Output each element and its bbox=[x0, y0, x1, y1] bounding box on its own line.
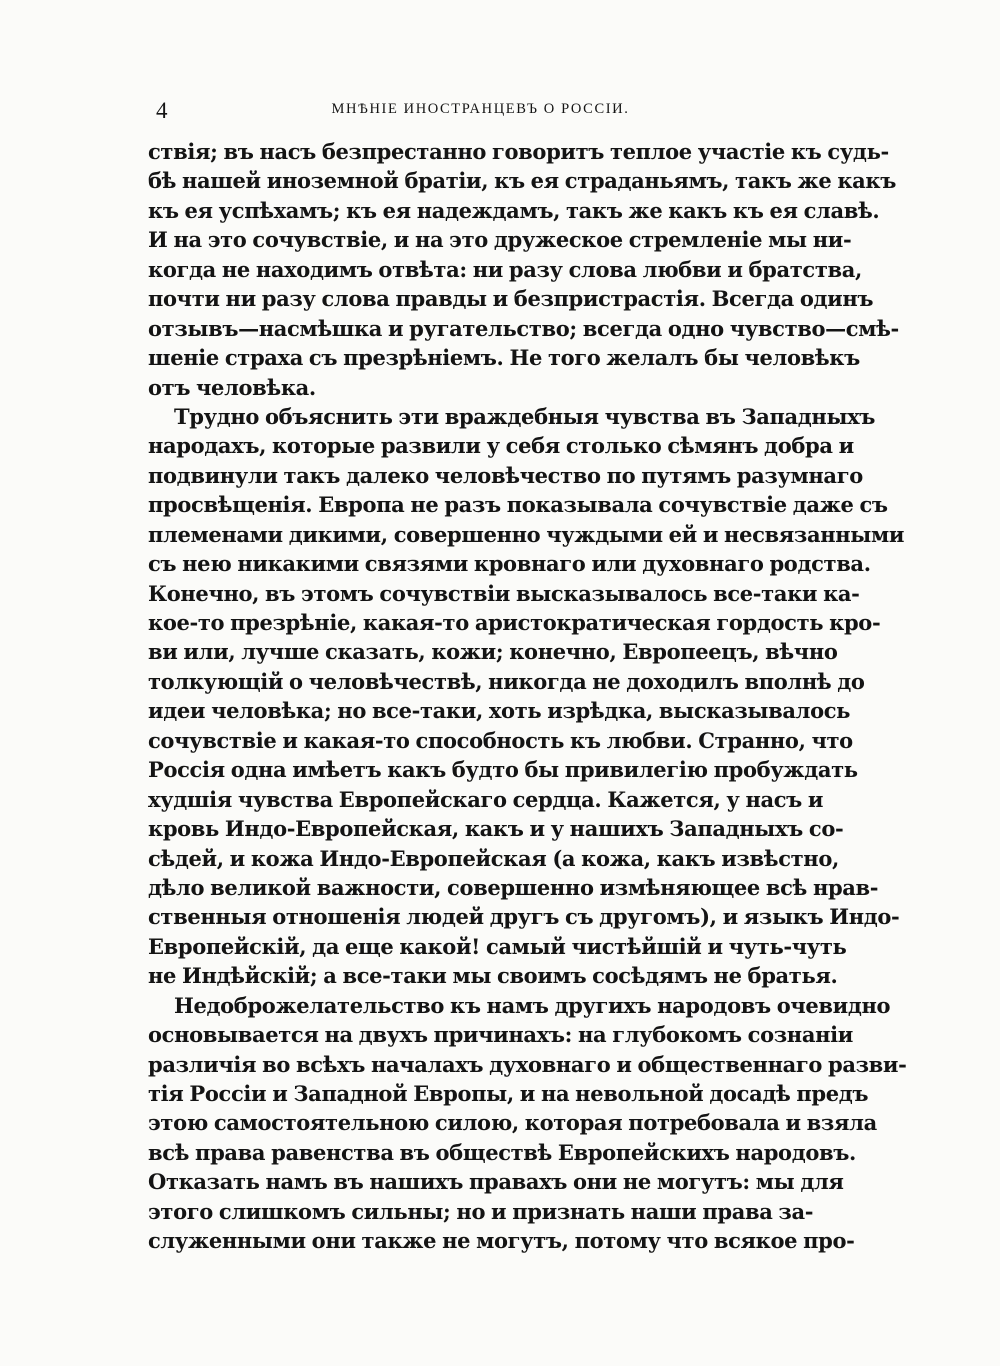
text-line: худшія чувства Европейскаго сердца. Кажется, у насъ и bbox=[148, 786, 824, 812]
text-line: всѣ права равенства въ обществѣ Европейскихъ народовъ. bbox=[148, 1139, 856, 1165]
text-line: не Индѣйскій; а все-таки мы своимъ сосѣдямъ не братья. bbox=[148, 963, 838, 989]
text-line: тія Россіи и Западной Европы, и на невольной досадѣ предъ bbox=[148, 1081, 869, 1106]
text-line: дѣло великой важности, совершенно измѣняющее всѣ нрав- bbox=[148, 874, 879, 900]
text-line: подвинули такъ далеко человѣчество по путямъ разумнаго bbox=[148, 462, 863, 488]
page-number: 4 bbox=[156, 98, 168, 123]
text-line: къ ея успѣхамъ; къ ея надеждамъ, такъ же какъ къ ея славѣ. bbox=[148, 197, 880, 223]
text-line: Недоброжелательство къ намъ другихъ народовъ очевидно bbox=[174, 992, 891, 1018]
text-line: отъ человѣка. bbox=[148, 374, 316, 400]
text-line: служенными они также не могутъ, потому что всякое про- bbox=[148, 1228, 855, 1254]
text-line: отзывъ—насмѣшка и ругательство; всегда одно чувство—смѣ- bbox=[148, 315, 899, 341]
text-line: почти ни разу слова правды и безпристрастія. Всегда одинъ bbox=[148, 286, 874, 312]
text-line: сѣдей, и кожа Индо-Европейская (а кожа, какъ извѣстно, bbox=[148, 845, 839, 871]
text-line: племенами дикими, совершенно чуждыми ей и несвязанными bbox=[148, 521, 905, 547]
text-line: когда не находимъ отвѣта: ни разу слова любви и братства, bbox=[148, 256, 862, 282]
text-line: И на это сочувствіе, и на это дружеское стремленіе мы ни- bbox=[148, 227, 852, 253]
text-line: съ нею никакими связями кровнаго или духовнаго родства. bbox=[148, 551, 871, 577]
text-line: ви или, лучше сказать, кожи; конечно, Европеецъ, вѣчно bbox=[148, 639, 838, 665]
text-line: различія во всѣхъ началахъ духовнаго и общественнаго разви- bbox=[148, 1051, 907, 1077]
text-line: толкующій о человѣчествѣ, никогда не доходилъ вполнѣ до bbox=[148, 668, 865, 694]
text-line: идеи человѣка; но все-таки, хоть изрѣдка, высказывалось bbox=[148, 698, 851, 724]
running-title: МНѢНІЕ ИНОСТРАНЦЕВЪ О РОССІИ. bbox=[331, 101, 630, 117]
text-line: Трудно объяснить эти враждебныя чувства въ Западныхъ bbox=[174, 403, 876, 429]
text-line: бѣ нашей иноземной братіи, къ ея страданьямъ, такъ же какъ bbox=[148, 168, 896, 194]
text-line: этою самостоятельною силою, которая потребовала и взяла bbox=[148, 1110, 877, 1136]
text-line: просвѣщенія. Европа не разъ показывала сочувствіе даже съ bbox=[148, 492, 888, 518]
text-line: этого слишкомъ сильны; но и признать наши права за- bbox=[148, 1198, 814, 1224]
text-line: сочувствіе и какая-то способность къ любви. Странно, что bbox=[148, 727, 853, 753]
text-line: Россія одна имѣетъ какъ будто бы привилегію пробуждать bbox=[148, 757, 858, 783]
text-line: кое-то презрѣніе, какая-то аристократическая гордость кро- bbox=[148, 610, 881, 635]
text-line: Конечно, въ этомъ сочувствіи высказывалось все-таки ка- bbox=[148, 580, 860, 606]
text-line: Отказать намъ въ нашихъ правахъ они не могутъ: мы для bbox=[148, 1169, 844, 1195]
page-header bbox=[148, 96, 813, 130]
text-line: Европейскій, да еще какой! самый чистѣйшій и чуть-чуть bbox=[148, 933, 847, 959]
text-line: кровь Индо-Европейская, какъ и у нашихъ Западныхъ со- bbox=[148, 816, 844, 842]
text-line: шеніе страха съ презрѣніемъ. Не того желалъ бы человѣкъ bbox=[148, 345, 860, 371]
body-text bbox=[148, 137, 907, 1256]
text-line: ственныя отношенія людей другъ съ другомъ), и языкъ Индо- bbox=[148, 904, 900, 930]
text-line: ствія; въ насъ безпрестанно говоритъ теплое участіе къ судь- bbox=[148, 139, 889, 164]
text-line: народахъ, которые развили у себя столько сѣмянъ добра и bbox=[148, 433, 854, 459]
text-line: основывается на двухъ причинахъ: на глубокомъ сознаніи bbox=[148, 1022, 853, 1048]
